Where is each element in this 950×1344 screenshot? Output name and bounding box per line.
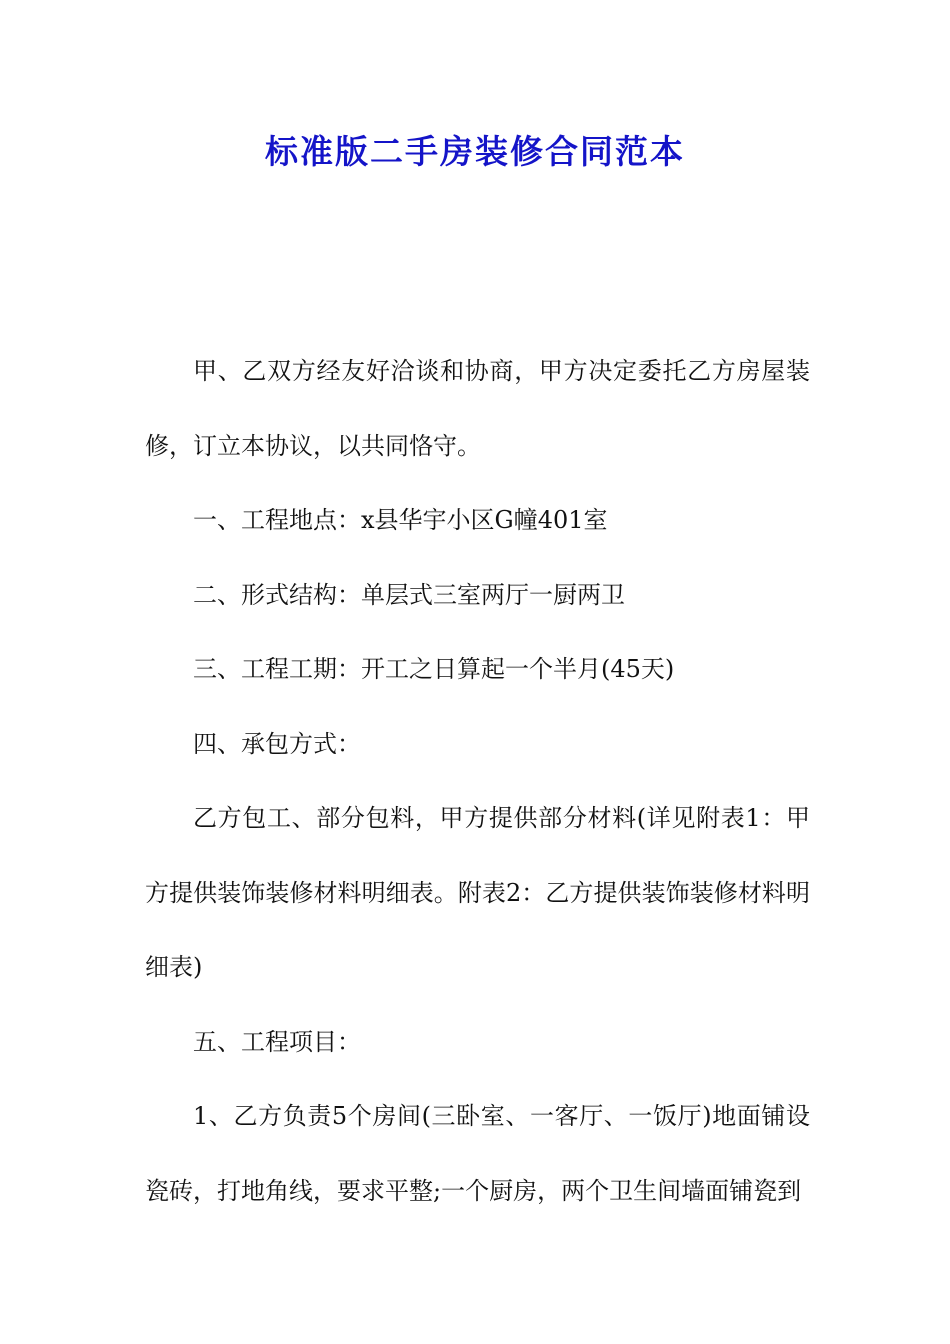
document-title: 标准版二手房装修合同范本 bbox=[265, 132, 685, 171]
paragraph-contract-method: 乙方包工、部分包料，甲方提供部分材料(详见附表1：甲方提供装饰装修材料明细表。附表2：乙方提供装饰装修材料明细表) bbox=[145, 804, 810, 981]
paragraph-project-item-1: 1、乙方负责5个房间(三卧室、一客厅、一饭厅)地面铺设瓷砖，打地角线，要求平整;一个厨房，两个卫生间墙面铺瓷到 bbox=[145, 1102, 810, 1205]
paragraph-structure: 二、形式结构：单层式三室两厅一厨两卫 bbox=[193, 580, 625, 609]
paragraph-duration: 三、工程工期：开工之日算起一个半月(45天) bbox=[193, 655, 675, 683]
paragraph-intro: 甲、乙双方经友好洽谈和协商，甲方决定委托乙方房屋装修，订立本协议，以共同恪守。 bbox=[145, 357, 810, 460]
paragraph-contract-method-heading: 四、承包方式： bbox=[193, 729, 361, 758]
document-body bbox=[145, 334, 810, 1228]
paragraph-location: 一、工程地点：x县华宇小区G幢401室 bbox=[193, 506, 608, 534]
paragraph-project-items-heading: 五、工程项目： bbox=[193, 1027, 361, 1056]
